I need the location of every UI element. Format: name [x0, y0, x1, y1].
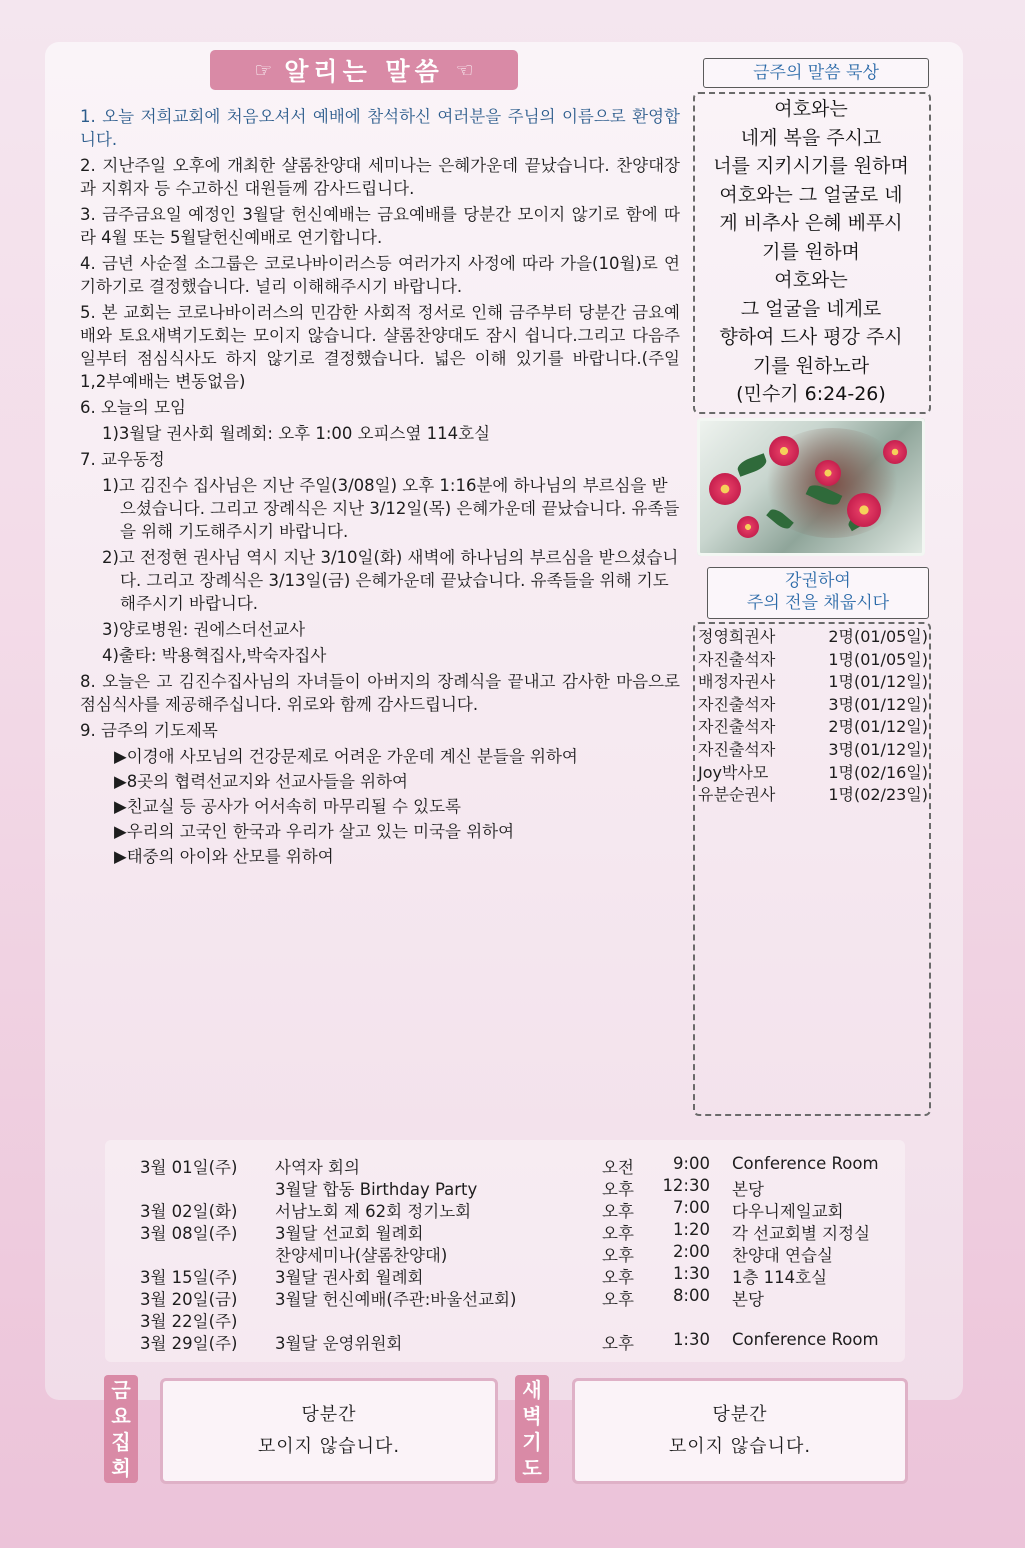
honor-row	[698, 694, 928, 717]
schedule-time: 12:30	[662, 1176, 710, 1195]
notice-item: 7. 교우동정	[80, 450, 165, 469]
prayer-item: ▶이경애 사모님의 건강문제로 어려운 가운데 계신 분들을 위하여	[114, 747, 578, 766]
notice-subitem: 1)고 김진수 집사님은 지난 주일(3/08일) 오후 1:16분에 하나님의 부르심을 받으셨습니다. 그리고 장례식은 지난 3/12일(목) 은혜가운데 끝났습니다. 유족들을 위해 기도해주시기 바랍니다.	[102, 476, 680, 541]
schedule-event: 서남노회 제 62회 정기노회	[275, 1202, 472, 1221]
schedule-row	[140, 1220, 900, 1242]
tab-char: 회	[111, 1456, 131, 1480]
verse-line: 네게 복을 주시고	[740, 126, 882, 149]
verse-line: 그 얼굴을 네게로	[740, 297, 882, 320]
honor-name: 정영희권사	[698, 627, 776, 646]
schedule-event: 사역자 회의	[275, 1158, 360, 1177]
schedule-row	[140, 1242, 900, 1264]
honor-count: 1명(01/12일)	[828, 672, 928, 692]
schedule-place: 1층 114호실	[732, 1268, 828, 1287]
notice-subitem: 4)출타: 박용혁집사,박숙자집사	[102, 646, 327, 665]
schedule-ampm: 오후	[602, 1180, 634, 1199]
tab-char: 집	[111, 1430, 131, 1454]
honor-row	[698, 784, 928, 807]
honor-name: 자진출석자	[698, 649, 776, 669]
verse-line: 여호와는	[774, 98, 848, 120]
schedule-place: Conference Room	[732, 1154, 879, 1173]
verse-line: 너를 지키시기를 원하며	[713, 155, 909, 177]
tab-char: 기	[522, 1430, 542, 1454]
honor-row	[698, 739, 928, 762]
prayer-item: ▶우리의 고국인 한국과 우리가 살고 있는 미국을 위하여	[114, 822, 515, 841]
verse-line: 기를 원하며	[762, 240, 860, 263]
schedule-row	[140, 1308, 900, 1330]
dawn-line1: 당분간	[712, 1404, 768, 1425]
honor-count: 2명(01/12일)	[828, 717, 928, 737]
schedule-place: 다우니제일교회	[732, 1202, 844, 1221]
schedule-ampm: 오전	[602, 1158, 634, 1177]
honor-count: 2명(01/05일)	[828, 627, 928, 646]
schedule-ampm: 오후	[602, 1268, 634, 1287]
friday-line2: 모이지 않습니다.	[257, 1436, 401, 1457]
schedule-ampm: 오후	[602, 1202, 634, 1221]
schedule-event: 3월달 권사회 월례회	[275, 1268, 424, 1287]
schedule-event: 3월달 선교회 월례회	[275, 1224, 424, 1243]
honor-row	[698, 716, 928, 739]
notice-item: 3. 금주금요일 예정인 3월달 헌신예배는 금요예배를 당분간 모이지 않기로 함에 따라 4월 또는 5월달헌신예배로 연기합니다.	[80, 205, 680, 247]
schedule-row	[140, 1330, 900, 1352]
honor-row	[698, 762, 928, 785]
schedule-time: 1:30	[672, 1330, 710, 1349]
schedule-place: Conference Room	[732, 1330, 879, 1349]
schedule-date: 3월 20일(금)	[140, 1290, 238, 1309]
honor-count: 3명(01/12일)	[828, 739, 928, 759]
tab-char: 요	[111, 1404, 131, 1428]
friday-meeting-tab	[104, 1375, 138, 1483]
tab-char: 새	[522, 1378, 542, 1402]
meditation-verse	[700, 95, 922, 409]
schedule-place: 각 선교회별 지정실	[732, 1224, 871, 1243]
schedule-time: 1:20	[672, 1220, 710, 1239]
tab-char: 도	[522, 1456, 542, 1480]
schedule-date: 3월 08일(주)	[140, 1224, 238, 1243]
verse-line: 여호와는	[774, 269, 848, 291]
honor-name: Joy박사모	[698, 762, 769, 782]
announcements-banner	[210, 50, 518, 90]
schedule-time: 1:30	[672, 1264, 710, 1283]
friday-meeting-box	[160, 1378, 498, 1484]
honor-name: 배정자권사	[698, 672, 776, 692]
dawn-line2: 모이지 않습니다.	[668, 1436, 812, 1457]
honor-name: 유분순권사	[698, 785, 776, 805]
notice-item: 6. 오늘의 모임	[80, 398, 186, 417]
friday-line1: 당분간	[301, 1404, 357, 1425]
notice-subitem: 2)고 전정현 권사님 역시 지난 3/10일(화) 새벽에 하나님의 부르심을 받으셨습니다. 그리고 장례식은 3/13일(금) 은혜가운데 끝났습니다. 유족들을 위해 기도해주시기 바랍니다.	[102, 548, 679, 613]
page-title: 알리는 말씀	[284, 57, 444, 86]
honor-row	[698, 649, 928, 672]
schedule-date: 3월 15일(주)	[140, 1268, 238, 1287]
schedule-place: 찬양대 연습실	[732, 1246, 833, 1265]
prayer-item: ▶친교실 등 공사가 어서속히 마무리될 수 있도록	[114, 797, 461, 816]
honor-name: 자진출석자	[698, 694, 776, 714]
verse-line: 여호와는 그 얼굴로 네	[719, 183, 903, 206]
notice-item: 1. 오늘 저희교회에 처음오셔서 예배에 참석하신 여러분을 주님의 이름으로 환영합니다.	[80, 107, 680, 149]
verse-line: 향하여 드사 평강 주시	[719, 326, 903, 348]
honor-title	[707, 567, 929, 619]
schedule-ampm: 오후	[602, 1334, 634, 1353]
schedule-row	[140, 1176, 900, 1198]
notice-item: 2. 지난주일 오후에 개최한 샬롬찬양대 세미나는 은혜가운데 끝났습니다. 찬양대장과 지휘자 등 수고하신 대원들께 감사드립니다.	[80, 156, 680, 198]
verse-line: 기를 원하노라	[752, 354, 870, 377]
schedule-row	[140, 1154, 900, 1176]
verse-reference: (민수기 6:24-26)	[736, 383, 886, 405]
dawn-prayer-tab	[515, 1375, 549, 1483]
honor-name: 자진출석자	[698, 717, 776, 737]
notice-subitem: 3)양로병원: 권에스더선교사	[102, 620, 306, 639]
schedule-date: 3월 02일(화)	[140, 1202, 238, 1221]
prayer-item: ▶태중의 아이와 산모를 위하여	[114, 847, 334, 866]
honor-list	[698, 626, 928, 807]
honor-count: 1명(01/05일)	[828, 649, 928, 669]
schedule-event: 3월달 합동 Birthday Party	[275, 1180, 478, 1199]
schedule-time: 8:00	[672, 1286, 710, 1305]
schedule-date: 3월 01일(주)	[140, 1158, 238, 1177]
meditation-title: 금주의 말씀 묵상	[703, 58, 929, 88]
tab-char: 금	[111, 1378, 131, 1402]
honor-count: 1명(02/23일)	[828, 785, 928, 805]
honor-title-line: 주의 전을 채웁시다	[746, 593, 890, 613]
prayer-item: ▶8곳의 협력선교지와 선교사들을 위하여	[114, 772, 408, 791]
notice-subitem: 1)3월달 권사회 월례회: 오후 1:00 오피스옆 114호실	[102, 424, 491, 443]
schedule-row	[140, 1198, 900, 1220]
camellia-flower-photo	[697, 418, 925, 556]
schedule-ampm: 오후	[602, 1224, 634, 1243]
schedule-event: 찬양세미나(샬롬찬양대)	[275, 1246, 448, 1265]
schedule-row	[140, 1264, 900, 1286]
notices-list	[80, 105, 680, 870]
schedule-ampm: 오후	[602, 1246, 634, 1265]
notice-item: 8. 오늘은 고 김진수집사님의 자녀들이 아버지의 장례식을 끝내고 감사한 마음으로 점심식사를 제공해주십니다. 위로와 함께 감사드립니다.	[80, 672, 680, 714]
schedule-date: 3월 22일(주)	[140, 1312, 238, 1331]
pointing-hand-right-icon: ☞	[254, 58, 273, 82]
schedule-time: 2:00	[672, 1242, 710, 1261]
schedule-row	[140, 1286, 900, 1308]
schedule-place: 본당	[732, 1180, 764, 1199]
honor-row	[698, 671, 928, 694]
schedule-ampm: 오후	[602, 1290, 634, 1309]
schedule-event: 3월달 헌신예배(주관:바울선교회)	[275, 1290, 517, 1309]
tab-char: 벽	[522, 1404, 542, 1428]
honor-count: 3명(01/12일)	[828, 694, 928, 714]
dawn-prayer-box	[572, 1378, 908, 1484]
schedule-time: 9:00	[672, 1154, 710, 1173]
schedule-date: 3월 29일(주)	[140, 1334, 238, 1353]
honor-count: 1명(02/16일)	[828, 762, 928, 782]
schedule-event: 3월달 운영위원회	[275, 1334, 403, 1353]
honor-name: 자진출석자	[698, 739, 776, 759]
schedule-time: 7:00	[672, 1198, 710, 1217]
notice-item: 9. 금주의 기도제목	[80, 721, 218, 740]
notice-item: 5. 본 교회는 코로나바이러스의 민감한 사회적 정서로 인해 금주부터 당분간 금요예배와 토요새벽기도회는 모이지 않습니다. 샬롬찬양대도 잠시 쉽니다.그리고 다음주일부터 점심식사도 하지 않기로 결정했습니다. 넓은 이해 있기를 바랍니다.(주일 1,2부예배는 변동없음)	[80, 303, 680, 391]
notice-item: 4. 금년 사순절 소그룹은 코로나바이러스등 여러가지 사정에 따라 가을(10월)로 연기하기로 결정했습니다. 널리 이해해주시기 바랍니다.	[80, 254, 680, 296]
schedule-place: 본당	[732, 1290, 764, 1309]
verse-line: 게 비추사 은혜 베푸시	[719, 212, 903, 234]
pointing-hand-left-icon: ☜	[455, 58, 474, 82]
honor-row	[698, 626, 928, 649]
honor-title-line: 강권하여	[785, 571, 851, 591]
